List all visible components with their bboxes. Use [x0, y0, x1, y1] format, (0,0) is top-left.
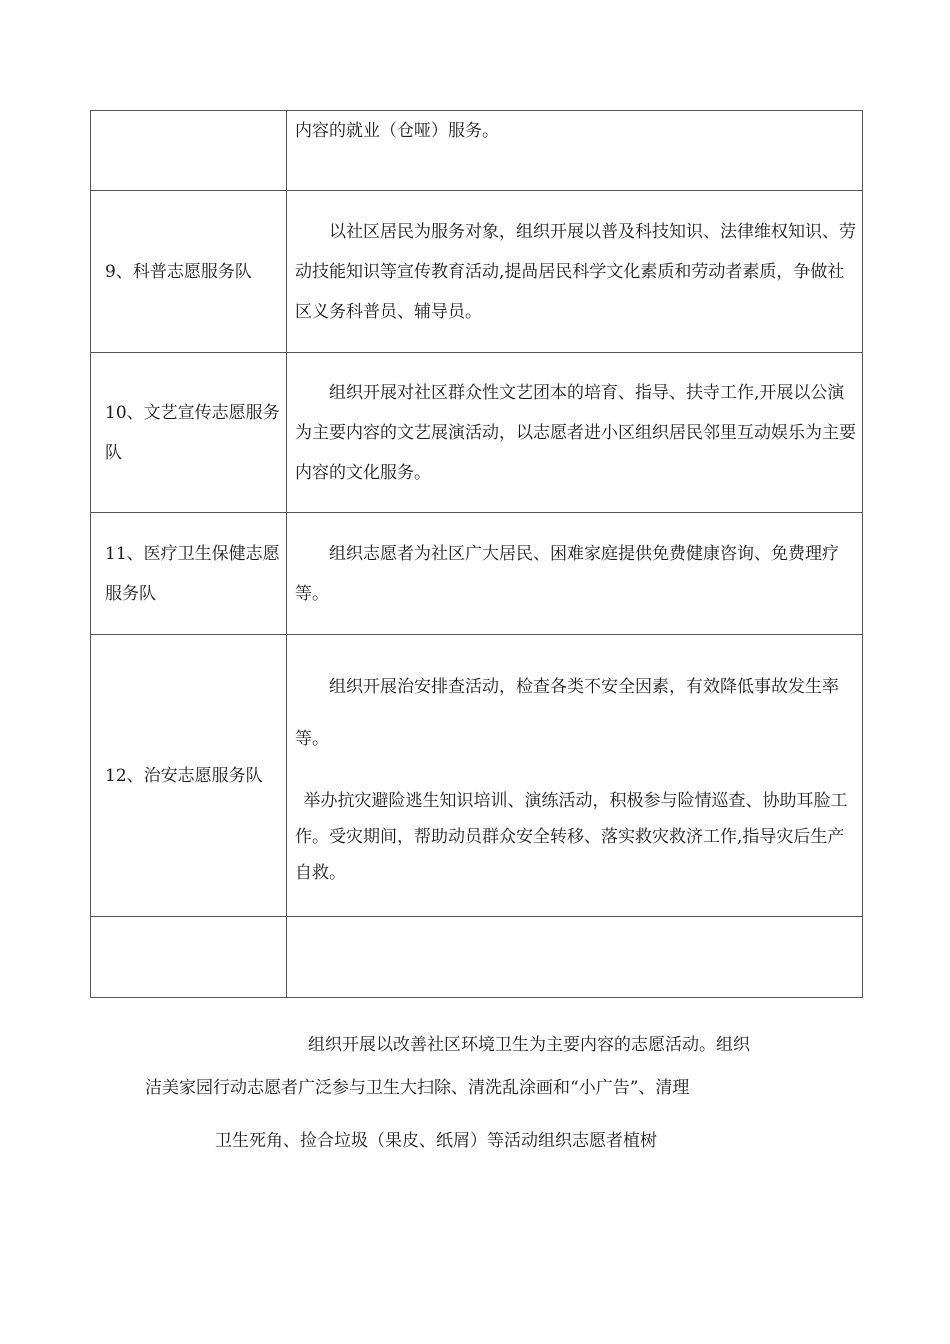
desc-paragraph: 内容的就业（仓哑）服务。: [295, 121, 499, 141]
team-desc-cell: [287, 111, 863, 191]
table-row: [91, 353, 863, 513]
table-row: [91, 635, 863, 917]
team-desc-cell: [287, 635, 863, 917]
desc-paragraph: 组织开展对社区群众性文艺团本的培育、指导、扶寺工作,开展以公演为主要内容的文艺展演活动，以志愿者进小区组织居民邻里互动娱乐为主要内容的文化服务。: [295, 382, 856, 483]
team-name-cell: [91, 917, 287, 998]
desc-paragraph: 以社区居民为服务对象，组织开展以普及科技知识、法律维权知识、劳动技能知识等宣传教育活动,提咼居民科学文化素质和劳动者素质，争做社区义务科普员、辅导员。: [295, 221, 856, 322]
body-text-line: 卫生死角、捡合垃圾（果皮、纸屑）等活动组织志愿者植树: [215, 1131, 657, 1151]
body-text-line: 组织开展以改善社区环境卫生为主要内容的志愿活动。组织: [308, 1035, 750, 1055]
team-name-cell: 11、医疗卫生保健志愿服务队: [91, 513, 287, 635]
team-desc-cell: [287, 191, 863, 353]
body-text-line: 洁美家园行动志愿者广泛参与卫生大扫除、清洗乱涂画和“小广告”、清理: [145, 1078, 690, 1098]
team-desc-cell: [287, 917, 863, 998]
team-desc-cell: [287, 353, 863, 513]
desc-paragraph: 举办抗灾避险逃生知识培训、演练活动，积极参与险情巡查、协助耳脸工作。受灾期间，帮助动员群众安全转移、落实救灾救济工作,指导灾后生产自救。: [295, 790, 848, 883]
team-name-cell: 10、文艺宣传志愿服务队: [91, 353, 287, 513]
team-desc-cell: [287, 513, 863, 635]
team-name-cell: [91, 111, 287, 191]
table-row: [91, 917, 863, 998]
team-name-cell: 9、科普志愿服务队: [91, 191, 287, 353]
table-row: [91, 513, 863, 635]
table-row: [91, 191, 863, 353]
table-row: [91, 111, 863, 191]
desc-paragraph: 组织开展治安排查活动，检查各类不安全因素，有效降低事故发生率等。: [295, 676, 839, 749]
team-name-cell: 12、治安志愿服务队: [91, 635, 287, 917]
desc-paragraph: 组织志愿者为社区广大居民、困难家庭提供免费健康咨询、免费理疗等。: [295, 543, 839, 604]
volunteer-team-table: [90, 110, 863, 998]
